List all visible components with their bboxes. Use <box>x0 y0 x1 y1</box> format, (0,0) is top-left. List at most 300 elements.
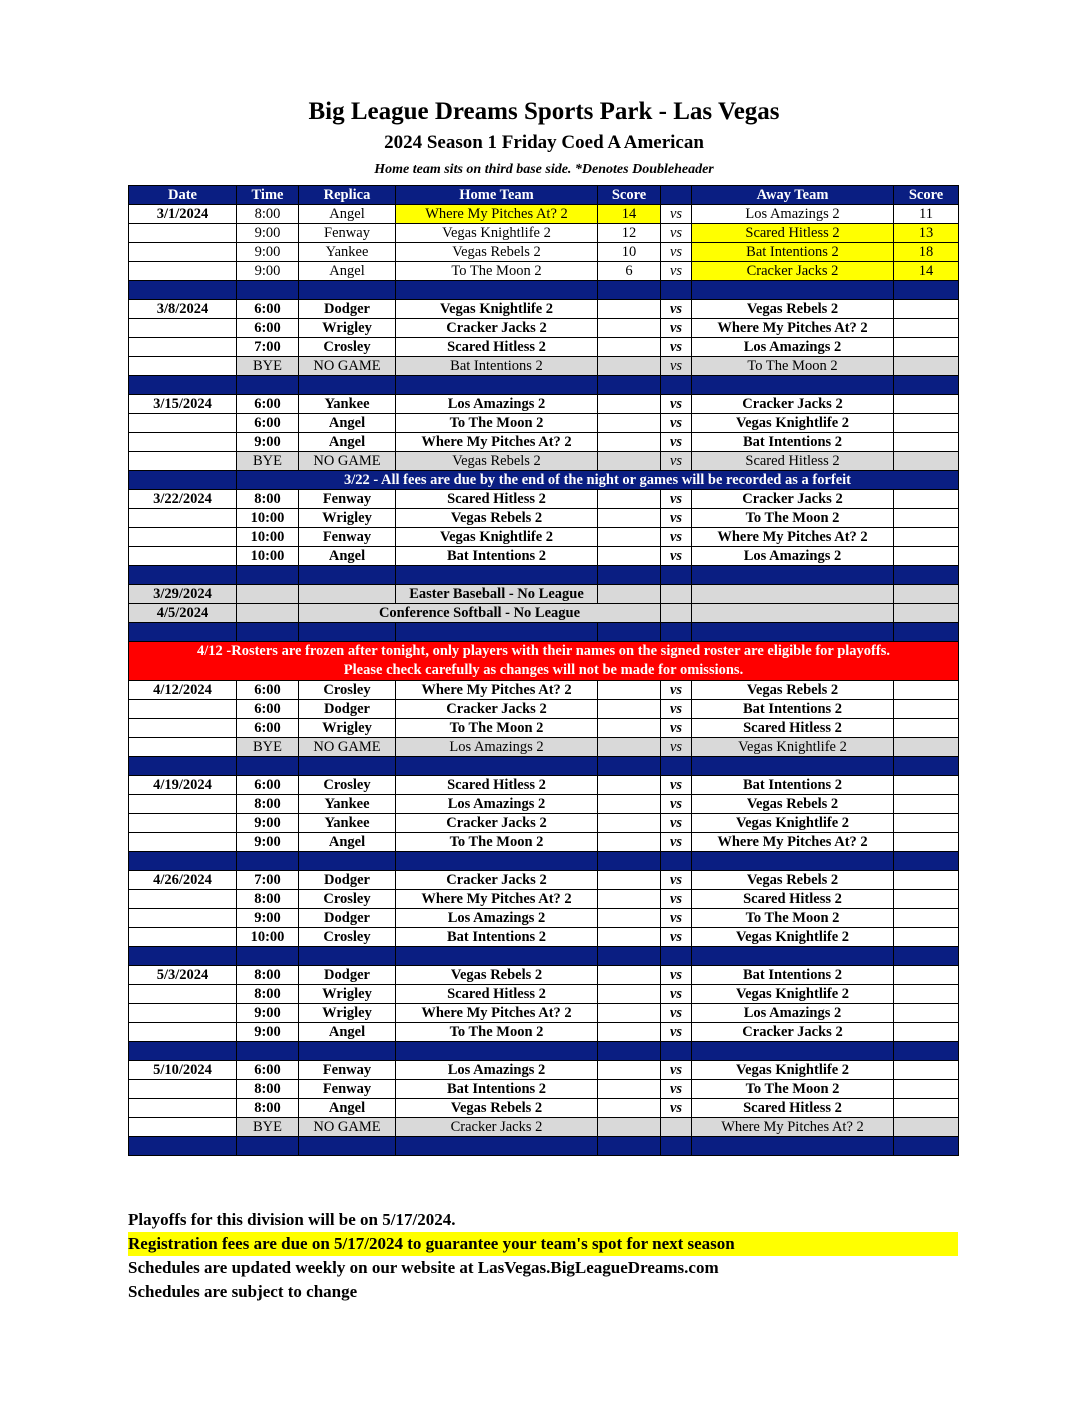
home-team-cell: Easter Baseball - No League <box>396 585 598 604</box>
home-score-cell <box>598 547 661 566</box>
replica-cell: Fenway <box>299 224 396 243</box>
separator-cell <box>598 566 661 585</box>
playoffs-note: Playoffs for this division will be on 5/17/2024. <box>128 1210 456 1229</box>
home-score-cell <box>598 1004 661 1023</box>
away-team-cell: Vegas Knightlife 2 <box>692 928 894 947</box>
vs-cell: vs <box>661 738 692 757</box>
notice-spacer <box>129 471 237 490</box>
time-cell: 8:00 <box>237 1080 299 1099</box>
replica-cell: Dodger <box>299 871 396 890</box>
time-cell: 9:00 <box>237 909 299 928</box>
separator-cell <box>598 376 661 395</box>
away-team-cell: Cracker Jacks 2 <box>692 1023 894 1042</box>
separator-cell <box>129 1042 237 1061</box>
game-row <box>129 338 959 357</box>
home-score-cell <box>598 966 661 985</box>
replica-cell: Wrigley <box>299 719 396 738</box>
away-score-cell <box>894 395 959 414</box>
away-score-cell <box>894 700 959 719</box>
away-score-cell <box>894 452 959 471</box>
home-team-cell: Scared Hitless 2 <box>396 776 598 795</box>
time-cell: 9:00 <box>237 1004 299 1023</box>
roster-alert-line: 4/12 -Rosters are frozen after tonight, only players with their names on the signed roster are eligible for playoffs. <box>197 643 890 659</box>
date-cell <box>129 719 237 738</box>
home-score-cell <box>598 700 661 719</box>
game-row <box>129 985 959 1004</box>
separator-cell <box>396 852 598 871</box>
vs-cell: vs <box>661 776 692 795</box>
page-title: Big League Dreams Sports Park - Las Vegas <box>308 98 780 125</box>
separator-cell <box>237 1042 299 1061</box>
replica-cell: NO GAME <box>299 357 396 376</box>
separator-cell <box>661 376 692 395</box>
away-score-cell: 14 <box>894 262 959 281</box>
away-score-cell <box>894 604 959 623</box>
home-team-cell: To The Moon 2 <box>396 262 598 281</box>
game-row <box>129 795 959 814</box>
time-cell: 8:00 <box>237 490 299 509</box>
time-cell: 9:00 <box>237 1023 299 1042</box>
game-row <box>129 776 959 795</box>
time-cell: BYE <box>237 357 299 376</box>
separator-cell <box>237 947 299 966</box>
date-cell: 4/26/2024 <box>129 871 237 890</box>
replica-cell: NO GAME <box>299 1118 396 1137</box>
date-cell <box>129 1080 237 1099</box>
time-cell: 6:00 <box>237 395 299 414</box>
home-team-cell: Where My Pitches At? 2 <box>396 890 598 909</box>
header-vs <box>661 186 692 205</box>
away-score-cell <box>894 414 959 433</box>
home-team-cell: Cracker Jacks 2 <box>396 814 598 833</box>
vs-cell: vs <box>661 719 692 738</box>
separator-cell <box>129 947 237 966</box>
date-cell: 4/12/2024 <box>129 681 237 700</box>
game-row <box>129 205 959 224</box>
time-cell: 8:00 <box>237 1099 299 1118</box>
vs-cell: vs <box>661 1080 692 1099</box>
vs-cell: vs <box>661 414 692 433</box>
separator-row <box>129 852 959 871</box>
time-cell: 9:00 <box>237 262 299 281</box>
date-cell <box>129 319 237 338</box>
home-score-cell: 6 <box>598 262 661 281</box>
separator-cell <box>237 852 299 871</box>
game-row <box>129 700 959 719</box>
separator-cell <box>692 1137 894 1156</box>
game-row <box>129 909 959 928</box>
home-team-cell: Vegas Rebels 2 <box>396 243 598 262</box>
game-row <box>129 890 959 909</box>
time-cell: 10:00 <box>237 509 299 528</box>
vs-cell: vs <box>661 928 692 947</box>
away-score-cell <box>894 871 959 890</box>
date-cell <box>129 928 237 947</box>
game-row <box>129 966 959 985</box>
time-cell: 8:00 <box>237 890 299 909</box>
home-score-cell <box>598 928 661 947</box>
home-team-cell: Scared Hitless 2 <box>396 490 598 509</box>
header-row <box>129 186 959 205</box>
separator-cell <box>692 1042 894 1061</box>
away-team-cell: Scared Hitless 2 <box>692 719 894 738</box>
vs-cell: vs <box>661 871 692 890</box>
away-team-cell: Scared Hitless 2 <box>692 890 894 909</box>
away-team-cell: Vegas Knightlife 2 <box>692 814 894 833</box>
roster-alert <box>129 642 959 681</box>
replica-cell: Angel <box>299 414 396 433</box>
fee-notice-row <box>129 471 959 490</box>
home-team-cell: To The Moon 2 <box>396 1023 598 1042</box>
home-score-cell: 14 <box>598 205 661 224</box>
vs-cell <box>661 604 692 623</box>
home-score-cell <box>598 452 661 471</box>
replica-cell: Yankee <box>299 243 396 262</box>
separator-row <box>129 566 959 585</box>
replica-cell: NO GAME <box>299 738 396 757</box>
separator-cell <box>129 281 237 300</box>
game-row <box>129 1061 959 1080</box>
time-cell: 9:00 <box>237 224 299 243</box>
away-score-cell <box>894 966 959 985</box>
separator-cell <box>661 1042 692 1061</box>
separator-cell <box>661 852 692 871</box>
date-cell: 3/1/2024 <box>129 205 237 224</box>
home-team-cell: Cracker Jacks 2 <box>396 871 598 890</box>
away-score-cell: 18 <box>894 243 959 262</box>
away-score-cell <box>894 719 959 738</box>
date-cell <box>129 1004 237 1023</box>
time-cell: 9:00 <box>237 814 299 833</box>
separator-cell <box>396 623 598 642</box>
replica-cell: Angel <box>299 833 396 852</box>
registration-note: Registration fees are due on 5/17/2024 to guarantee your team's spot for next season <box>128 1232 958 1256</box>
game-row <box>129 681 959 700</box>
away-score-cell <box>894 776 959 795</box>
replica-cell: Angel <box>299 547 396 566</box>
away-team-cell: Bat Intentions 2 <box>692 243 894 262</box>
game-row <box>129 1099 959 1118</box>
separator-cell <box>894 281 959 300</box>
vs-cell: vs <box>661 395 692 414</box>
header-date: Date <box>129 186 237 205</box>
away-team-cell: To The Moon 2 <box>692 357 894 376</box>
time-cell: BYE <box>237 452 299 471</box>
home-score-cell <box>598 776 661 795</box>
header-home-score: Score <box>598 186 661 205</box>
away-team-cell: Vegas Rebels 2 <box>692 300 894 319</box>
schedule-table <box>128 185 959 1156</box>
date-cell <box>129 528 237 547</box>
date-cell <box>129 509 237 528</box>
replica-cell: Yankee <box>299 795 396 814</box>
vs-cell: vs <box>661 890 692 909</box>
time-cell: 8:00 <box>237 985 299 1004</box>
away-team-cell: Scared Hitless 2 <box>692 224 894 243</box>
separator-cell <box>894 623 959 642</box>
vs-cell: vs <box>661 1061 692 1080</box>
time-cell: 10:00 <box>237 528 299 547</box>
away-score-cell <box>894 547 959 566</box>
time-cell: 6:00 <box>237 681 299 700</box>
time-cell: 8:00 <box>237 795 299 814</box>
separator-cell <box>237 566 299 585</box>
time-cell: 6:00 <box>237 719 299 738</box>
separator-cell <box>661 623 692 642</box>
replica-cell: Angel <box>299 1023 396 1042</box>
home-score-cell <box>598 585 661 604</box>
away-team-cell: Cracker Jacks 2 <box>692 490 894 509</box>
vs-cell: vs <box>661 490 692 509</box>
separator-cell <box>237 1137 299 1156</box>
home-score-cell <box>598 890 661 909</box>
home-score-cell <box>598 1080 661 1099</box>
date-cell <box>129 833 237 852</box>
home-score-cell <box>598 414 661 433</box>
game-row <box>129 300 959 319</box>
vs-cell: vs <box>661 319 692 338</box>
vs-cell: vs <box>661 1023 692 1042</box>
date-cell: 5/3/2024 <box>129 966 237 985</box>
home-team-cell: Vegas Knightlife 2 <box>396 224 598 243</box>
separator-row <box>129 757 959 776</box>
replica-cell: Angel <box>299 205 396 224</box>
separator-cell <box>692 281 894 300</box>
separator-cell <box>237 376 299 395</box>
home-team-cell: To The Moon 2 <box>396 414 598 433</box>
date-cell <box>129 224 237 243</box>
separator-cell <box>692 947 894 966</box>
replica-cell: Fenway <box>299 1061 396 1080</box>
home-score-cell <box>598 795 661 814</box>
separator-cell <box>894 852 959 871</box>
time-cell: 8:00 <box>237 205 299 224</box>
website-note: Schedules are updated weekly on our website at LasVegas.BigLeagueDreams.com <box>128 1258 719 1277</box>
time-cell: 6:00 <box>237 300 299 319</box>
away-score-cell <box>894 795 959 814</box>
home-score-cell <box>598 528 661 547</box>
away-score-cell <box>894 738 959 757</box>
away-team-cell: Los Amazings 2 <box>692 205 894 224</box>
replica-cell: Crosley <box>299 928 396 947</box>
header-home-team: Home Team <box>396 186 598 205</box>
away-score-cell <box>894 681 959 700</box>
home-score-cell <box>598 338 661 357</box>
away-score-cell <box>894 1061 959 1080</box>
date-cell: 4/5/2024 <box>129 604 237 623</box>
replica-cell: Dodger <box>299 909 396 928</box>
time-cell: BYE <box>237 1118 299 1137</box>
date-cell <box>129 738 237 757</box>
page-subtitle: 2024 Season 1 Friday Coed A American <box>384 132 704 153</box>
home-score-cell: 12 <box>598 224 661 243</box>
home-team-cell: Los Amazings 2 <box>396 738 598 757</box>
replica-cell: Angel <box>299 262 396 281</box>
replica-cell: Wrigley <box>299 1004 396 1023</box>
separator-cell <box>894 757 959 776</box>
time-cell: 7:00 <box>237 871 299 890</box>
home-team-cell: Los Amazings 2 <box>396 395 598 414</box>
vs-cell: vs <box>661 528 692 547</box>
replica-cell: Wrigley <box>299 509 396 528</box>
away-score-cell <box>894 338 959 357</box>
away-score-cell <box>894 814 959 833</box>
replica-cell: Crosley <box>299 890 396 909</box>
separator-cell <box>692 757 894 776</box>
separator-cell <box>129 623 237 642</box>
separator-row <box>129 376 959 395</box>
home-team-cell: Scared Hitless 2 <box>396 985 598 1004</box>
away-team-cell: Where My Pitches At? 2 <box>692 528 894 547</box>
home-score-cell <box>598 738 661 757</box>
home-team-cell: Bat Intentions 2 <box>396 928 598 947</box>
away-score-cell <box>894 357 959 376</box>
separator-cell <box>237 281 299 300</box>
away-score-cell <box>894 909 959 928</box>
date-cell <box>129 985 237 1004</box>
game-row <box>129 490 959 509</box>
game-row <box>129 414 959 433</box>
separator-cell <box>396 1042 598 1061</box>
vs-cell: vs <box>661 338 692 357</box>
date-cell: 3/15/2024 <box>129 395 237 414</box>
home-team-cell: Los Amazings 2 <box>396 1061 598 1080</box>
replica-cell: Crosley <box>299 681 396 700</box>
separator-cell <box>299 1137 396 1156</box>
vs-cell: vs <box>661 547 692 566</box>
date-cell <box>129 433 237 452</box>
date-cell <box>129 700 237 719</box>
bye-row <box>129 1118 959 1137</box>
bye-row <box>129 738 959 757</box>
header-time: Time <box>237 186 299 205</box>
game-row <box>129 528 959 547</box>
away-team-cell: Scared Hitless 2 <box>692 452 894 471</box>
date-cell <box>129 547 237 566</box>
no-league-label-cell: Conference Softball - No League <box>299 604 661 623</box>
separator-cell <box>129 757 237 776</box>
replica-cell: Fenway <box>299 1080 396 1099</box>
date-cell <box>129 814 237 833</box>
home-score-cell <box>598 1061 661 1080</box>
away-team-cell: Vegas Knightlife 2 <box>692 985 894 1004</box>
away-team-cell: Vegas Knightlife 2 <box>692 1061 894 1080</box>
separator-cell <box>299 566 396 585</box>
away-team-cell: To The Moon 2 <box>692 909 894 928</box>
game-row <box>129 1080 959 1099</box>
replica-cell: Fenway <box>299 490 396 509</box>
time-cell: BYE <box>237 738 299 757</box>
away-score-cell <box>894 490 959 509</box>
home-team-cell: Los Amazings 2 <box>396 909 598 928</box>
away-score-cell <box>894 1080 959 1099</box>
header-replica: Replica <box>299 186 396 205</box>
separator-cell <box>598 623 661 642</box>
home-score-cell <box>598 395 661 414</box>
separator-cell <box>894 1042 959 1061</box>
vs-cell: vs <box>661 433 692 452</box>
home-score-cell <box>598 985 661 1004</box>
away-team-cell <box>692 585 894 604</box>
away-score-cell <box>894 528 959 547</box>
separator-row <box>129 947 959 966</box>
vs-cell: vs <box>661 700 692 719</box>
away-team-cell: Vegas Rebels 2 <box>692 871 894 890</box>
vs-cell: vs <box>661 300 692 319</box>
away-team-cell: Cracker Jacks 2 <box>692 395 894 414</box>
date-cell <box>129 890 237 909</box>
separator-cell <box>661 947 692 966</box>
home-score-cell <box>598 490 661 509</box>
game-row <box>129 243 959 262</box>
game-row <box>129 833 959 852</box>
home-team-cell: To The Moon 2 <box>396 719 598 738</box>
schedule-body <box>129 205 959 1156</box>
home-score-cell <box>598 681 661 700</box>
separator-cell <box>396 1137 598 1156</box>
time-cell: 9:00 <box>237 433 299 452</box>
home-team-cell: Bat Intentions 2 <box>396 547 598 566</box>
separator-cell <box>299 757 396 776</box>
replica-cell: NO GAME <box>299 452 396 471</box>
game-row <box>129 547 959 566</box>
separator-cell <box>692 376 894 395</box>
separator-cell <box>396 376 598 395</box>
separator-cell <box>299 281 396 300</box>
game-row <box>129 319 959 338</box>
home-score-cell <box>598 871 661 890</box>
home-score-cell <box>598 719 661 738</box>
time-cell: 6:00 <box>237 319 299 338</box>
home-team-cell: Scared Hitless 2 <box>396 338 598 357</box>
vs-cell: vs <box>661 681 692 700</box>
home-score-cell <box>598 1099 661 1118</box>
separator-cell <box>396 281 598 300</box>
date-cell <box>129 452 237 471</box>
away-team-cell: Bat Intentions 2 <box>692 433 894 452</box>
away-team-cell: Los Amazings 2 <box>692 338 894 357</box>
header-away-score: Score <box>894 186 959 205</box>
time-cell <box>237 604 299 623</box>
away-team-cell: Vegas Knightlife 2 <box>692 414 894 433</box>
time-cell <box>237 585 299 604</box>
roster-alert-line: Please check carefully as changes will not be made for omissions. <box>343 662 744 678</box>
away-team-cell: Los Amazings 2 <box>692 547 894 566</box>
away-team-cell: Scared Hitless 2 <box>692 1099 894 1118</box>
vs-cell: vs <box>661 452 692 471</box>
home-score-cell <box>598 300 661 319</box>
away-score-cell <box>894 319 959 338</box>
away-score-cell: 11 <box>894 205 959 224</box>
home-team-cell: Where My Pitches At? 2 <box>396 205 598 224</box>
time-cell: 6:00 <box>237 1061 299 1080</box>
vs-cell <box>661 585 692 604</box>
away-score-cell <box>894 1118 959 1137</box>
separator-cell <box>661 281 692 300</box>
separator-cell <box>894 566 959 585</box>
home-team-cell: Cracker Jacks 2 <box>396 1118 598 1137</box>
game-row <box>129 871 959 890</box>
away-score-cell <box>894 300 959 319</box>
vs-cell: vs <box>661 224 692 243</box>
away-team-cell: Bat Intentions 2 <box>692 700 894 719</box>
separator-cell <box>692 566 894 585</box>
separator-cell <box>598 852 661 871</box>
home-score-cell <box>598 1023 661 1042</box>
separator-cell <box>598 1042 661 1061</box>
home-team-cell: Cracker Jacks 2 <box>396 700 598 719</box>
no-league-row <box>129 604 959 623</box>
